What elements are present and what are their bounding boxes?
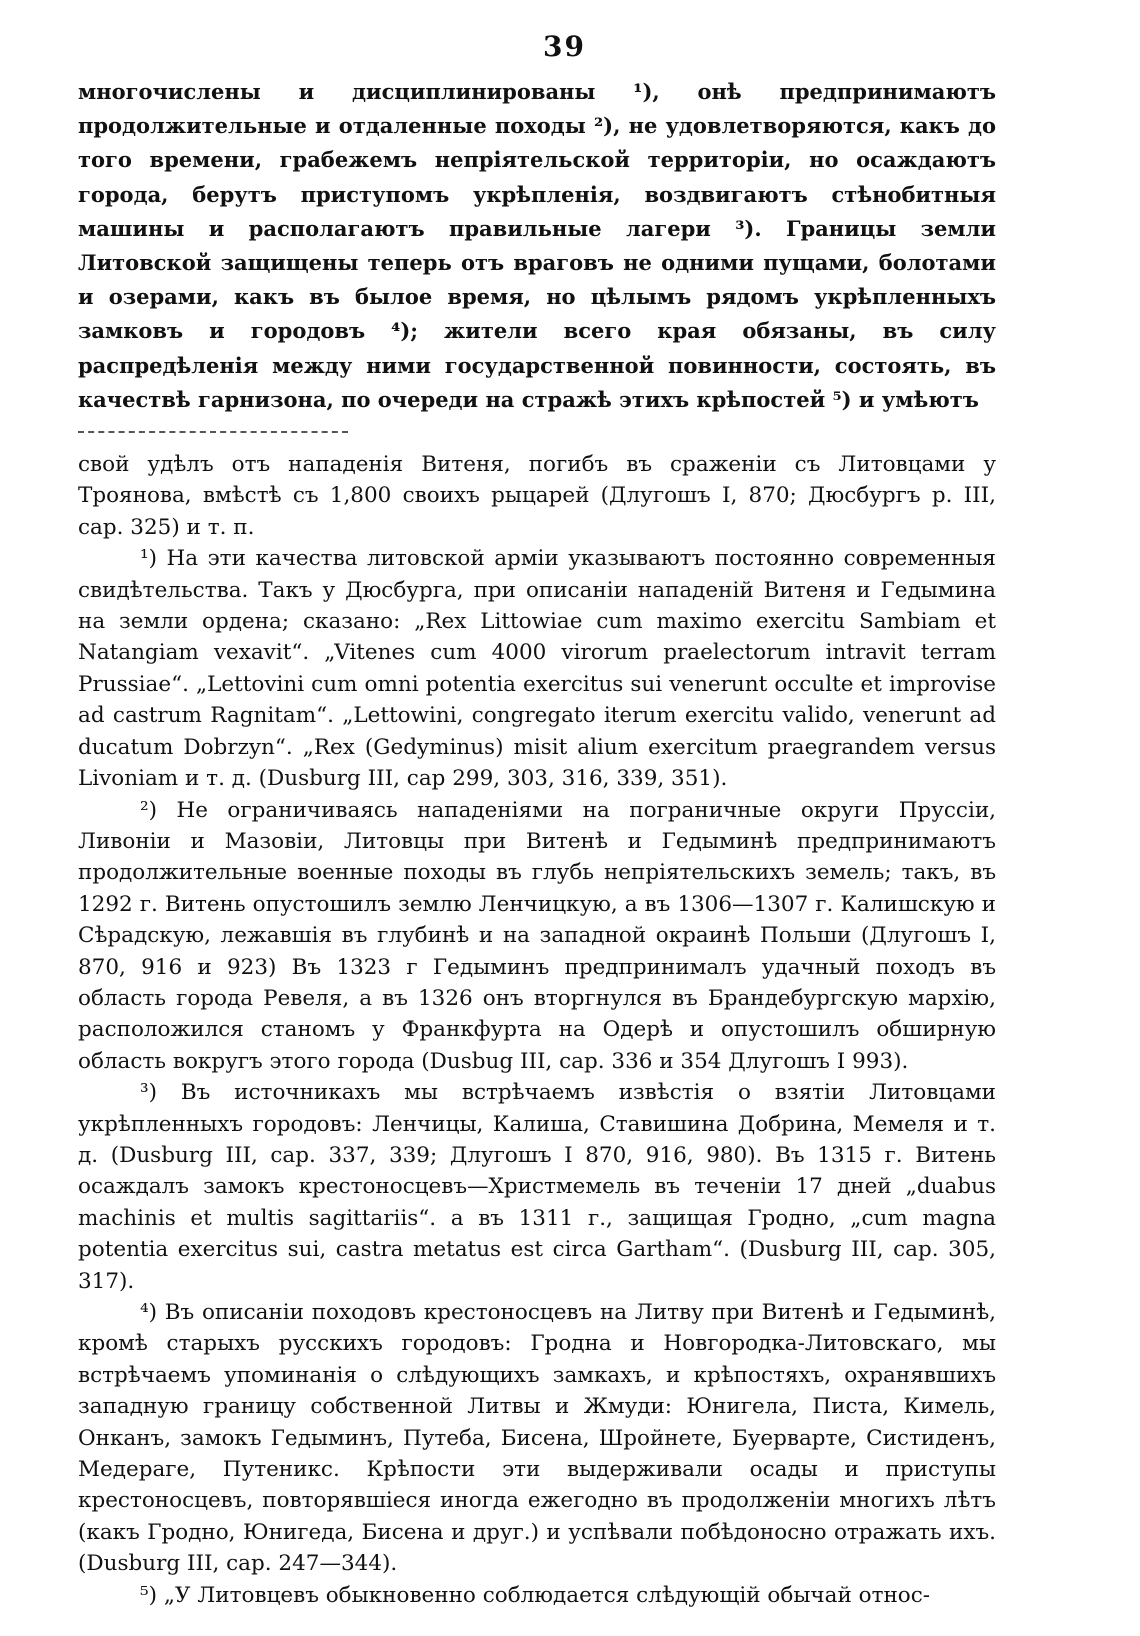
footnote-separator (78, 431, 348, 433)
page-number: 39 (543, 30, 586, 63)
footnote-5: ⁵) „У Литовцевъ обыкновенно соблюдается слѣдующій обычай относ- (140, 1582, 931, 1608)
footnotes (78, 449, 996, 1611)
footnote-1: ¹) На эти качества литовской арміи указываютъ постоянно современныя свидѣтельства. Такъ у Дюсбурга, при описаніи нападеній Витеня и Гедымина на земли ордена; сказано: „Rex Littowiae cum maximo exercitu Sambiam et Natangiam vexavit“. „Vitenes cum 4000 virorum praelectorum intravit terram Prussiae“. „Lettovini cum omni potentia exercitus sui venerunt occulte et improvise ad castrum Ragnitam“. „Lettowini, congregato iterum exercitu valido, venerunt ad ducatum Dobrzyn“. „Rex (Gedyminus) misit alium exercitum praegrandem versus Livoniam и т. д. (Dusburg III, cap 299, 303, 316, 339, 351). (78, 546, 996, 792)
footnote-2: ²) Не ограничиваясь нападеніями на пограничные округи Пруссіи, Ливоніи и Мазовіи, Литовцы при Витенѣ и Гедыминѣ предпринимаютъ продолжительные военные походы въ глубь непріятельскихъ земель; такъ, въ 1292 г. Витень опустошилъ землю Ленчицкую, а въ 1306—1307 г. Калишскую и Сѣрадскую, лежавшія въ глубинѣ и на западной окраинѣ Польши (Длугошъ I, 870, 916 и 923) Въ 1323 г Гедыминъ предпринималъ удачный походъ въ область города Ревеля, а въ 1326 онъ вторгнулся въ Брандебургскую мархію, расположился станомъ у Франкфурта на Одерѣ и опустошилъ обширную область вокругъ этого города (Dusbug III, cap. 336 и 354 Длугошъ I 993). (78, 797, 996, 1074)
footnote-4: ⁴) Въ описаніи походовъ крестоносцевъ на Литву при Витенѣ и Гедыминѣ, кромѣ старыхъ русскихъ городовъ: Гродна и Новгородка-Литовскаго, мы встрѣчаемъ упоминанія о слѣдующихъ замкахъ, и крѣпостяхъ, охранявшихъ западную границу собственной Литвы и Жмуди: Юнигела, Писта, Кимель, Онканъ, замокъ Гедыминъ, Путеба, Бисена, Шройнете, Буерварте, Систиденъ, Медераге, Путеникс. Крѣпости эти выдерживали осады и приступы крестоносцевъ, повторявшіеся иногда ежегодно въ продолженіи многихъ лѣтъ (какъ Гродно, Юнигеда, Бисена и друг.) и успѣвали побѣдоносно отражать ихъ. (Dusburg III, cap. 247—344). (78, 1300, 996, 1577)
footnote-continuation: свой удѣлъ отъ нападенія Витеня, погибъ въ сраженіи съ Литовцами у Троянова, вмѣстѣ съ 1,800 своихъ рыцарей (Длугошъ I, 870; Дюсбургъ р. III, cap. 325) и т. п. (78, 452, 996, 540)
footnote-3: ³) Въ источникахъ мы встрѣчаемъ извѣстія о взятіи Литовцами укрѣпленныхъ городовъ: Ленчицы, Калиша, Ставишина Добрина, Мемеля и т. д. (Dusburg III, cap. 337, 339; Длугошъ I 870, 916, 980). Въ 1315 г. Витень осаждалъ замокъ крестоносцевъ—Христмемель въ теченіи 17 дней „duabus machinis et multis sagittariis“. а въ 1311 г., защищая Гродно, „cum magna potentia exercitus sui, castra metatus est circa Gartham“. (Dusburg III, cap. 305, 317). (78, 1080, 996, 1294)
main-paragraph: многочислены и дисциплинированы ¹), онѣ предпринимаютъ продолжительные и отдаленные походы ²), не удовлетворяются, какъ до того времени, грабежемъ непріятельской территоріи, но осаждаютъ города, берутъ приступомъ укрѣпленія, воздвигаютъ стѣнобитныя машины и располагаютъ правильные лагери ³). Границы земли Литовской защищены теперь отъ враговъ не одними пущами, болотами и озерами, какъ въ былое время, но цѣлымъ рядомъ укрѣпленныхъ замковъ и городовъ ⁴); жители всего края обязаны, въ силу распредѣленія между ними государственной повинности, состоять, въ качествѣ гарнизона, по очереди на стражѣ этихъ крѣпостей ⁵) и умѣютъ (78, 79, 996, 412)
